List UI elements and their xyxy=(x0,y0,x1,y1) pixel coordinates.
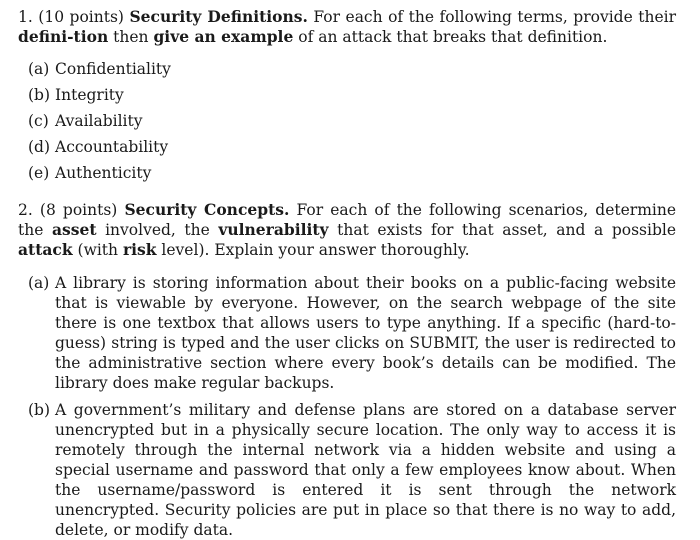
list-item xyxy=(28,400,676,540)
item-label: (a) xyxy=(28,60,50,78)
item-term: Integrity xyxy=(55,86,124,104)
scenario-text: A library is storing information about their books on a public-facing website that is viewable by everyone. However, on the search webpage of the site there is one textbox that allows users to type anything. If a specific (hard-to-guess) string is typed and the user clicks on SUBMIT, the user is redirected to the administrative section where every book’s details can be modified. The library does make regular backups. xyxy=(55,274,676,392)
question-1-text-2: then xyxy=(113,28,149,46)
question-2-points: (8 points) xyxy=(39,201,118,219)
question-1-points: (10 points) xyxy=(38,8,124,26)
question-2-text-2: involved, the xyxy=(105,221,210,239)
item-label: (b) xyxy=(28,86,51,104)
question-2-title: Security Concepts. xyxy=(124,200,290,219)
question-1-number: 1. xyxy=(18,8,33,26)
list-item xyxy=(28,137,676,163)
item-label: (c) xyxy=(28,112,49,130)
question-2-number: 2. xyxy=(18,201,33,219)
list-item xyxy=(28,85,676,111)
question-2-text-5: level). Explain your answer thoroughly. xyxy=(161,241,470,259)
question-1-bold-2: give an example xyxy=(153,27,294,46)
list-item xyxy=(28,59,676,85)
question-2-prompt xyxy=(18,200,676,260)
item-term: Accountability xyxy=(55,138,169,156)
item-term: Availability xyxy=(55,112,143,130)
question-2-text-3: that exists for that asset, and a possible xyxy=(337,221,676,239)
question-2-bold-asset: asset xyxy=(51,220,97,239)
question-2-bold-attack: attack xyxy=(18,240,73,259)
item-label: (b) xyxy=(28,401,51,419)
list-item xyxy=(28,111,676,137)
question-2-scenario-list xyxy=(28,273,676,540)
question-1-bold-1: defini-tion xyxy=(18,27,109,46)
item-term: Authenticity xyxy=(55,164,152,182)
item-term: Confidentiality xyxy=(55,60,171,78)
item-label: (a) xyxy=(28,274,50,292)
question-1-title: Security Definitions. xyxy=(129,7,308,26)
question-2-text-1: For each of the following scenarios, determine the xyxy=(18,201,677,239)
item-label: (e) xyxy=(28,164,50,182)
scenario-text: A government’s military and defense plans are stored on a database server unencrypted but in a physically secure location. The only way to access it is remotely through the internal network via a hidden website and using a special username and password that only a few employees know about. When the username/password is entered it is sent through the network unencrypted. Security policies are put in place so that there is no way to add, delete, or modify data. xyxy=(55,401,676,539)
item-label: (d) xyxy=(28,138,51,156)
question-1-term-list xyxy=(28,59,676,189)
question-2-bold-risk: risk xyxy=(122,240,157,259)
question-1-text-3: of an attack that breaks that definition. xyxy=(298,28,608,46)
question-2-bold-vulnerability: vulnerability xyxy=(218,220,329,239)
list-item xyxy=(28,163,676,189)
list-item xyxy=(28,273,676,393)
question-1-prompt xyxy=(18,7,676,47)
question-1-text-1: For each of the following terms, provide their xyxy=(313,8,676,26)
question-2-text-4: (with xyxy=(77,241,119,259)
